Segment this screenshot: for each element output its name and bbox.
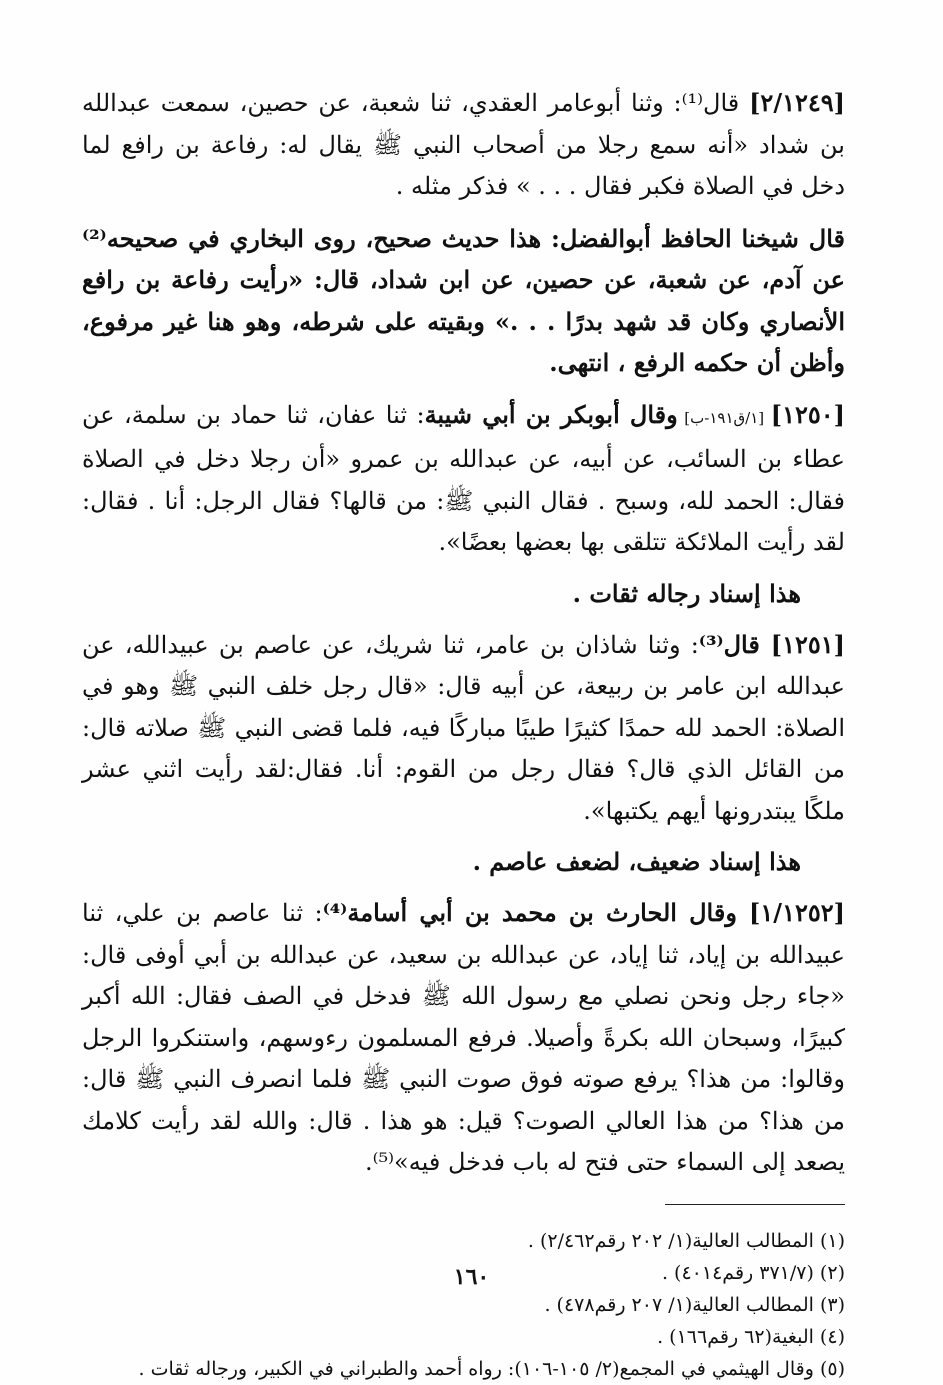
narrator-lead: وقال أبوبكر بن أبي شيبة	[424, 399, 678, 429]
footnotes	[82, 1225, 845, 1385]
hadith-text: : ثنا عاصم بن علي، ثنا عبيدالله بن إياد، ثنا إياد، عن عبدالله بن سعيد، عن عبدالله بن أبي أوفى قال: «جاء رجل ونحن نصلي مع رسول الله ﷺ فدخل في الصف فقال: الله أكبر كبيرًا، وسبحان الله بكرةً وأصيلا. فرفع المسلمون رءوسهم، واستنكروا الرجل وقالوا: من هذا؟ يرفع صوته فوق صوت النبي ﷺ فلما انصرف النبي ﷺ قال: من هذا؟ من هذا العالي الصوت؟ قيل: هو هذا . قال: والله لقد رأيت كلامك يصعد إلى السماء حتى فتح له باب فدخل فيه»⁽⁵⁾.	[82, 899, 845, 1176]
commentary-1249: قال شيخنا الحافظ أبوالفضل: هذا حديث صحيح، روى البخاري في صحيحه⁽²⁾ عن آدم، عن شعبة، عن حصين، عن ابن شداد، قال: «رأيت رفاعة بن رافع الأنصاري وكان قد شهد بدرًا . . .» وبقيته على شرطه، وهو هنا غير مرفوع، وأظن أن حكمه الرفع ، انتهى.	[82, 223, 845, 377]
hadith-text: : ثنا عفان، ثنا حماد بن سلمة، عن عطاء بن السائب، عن أبيه، عن عبدالله بن عمرو «أن رجلا دخل في الصلاة فقال: الحمد لله، وسبح . فقال النبي ﷺ: من قالها؟ فقال الرجل: أنا . فقال: لقد رأيت الملائكة تتلقى بها بعضها بعضًا».	[82, 400, 845, 556]
isnad-verdict: هذا إسناد ضعيف، لضعف عاصم .	[472, 847, 801, 876]
narrator-lead: وقال الحارث بن محمد بن أبي أسامة⁽⁴⁾	[322, 898, 750, 927]
hadith-text: : وثنا شاذان بن عامر، ثنا شريك، عن عاصم بن عبيدالله، عن عبدالله ابن عامر بن ربيعة، عن أبيه قال: «قال رجل خلف النبي ﷺ وهو في الصلاة: الحمد لله حمدًا كثيرًا طيبًا مباركًا فيه، فلما قضى النبي ﷺ صلاته قال: من القائل الذي قال؟ فقال رجل من القوم: أنا. فقال:لقد رأيت اثني عشر ملكًا يبتدرونها أيهم يكتبها».	[82, 630, 845, 825]
hadith-1249	[82, 82, 845, 208]
footnote: (٢) (٣٧١/٧ رقم٤٠١٤) .	[661, 1261, 845, 1284]
narrator-lead: قال⁽³⁾	[698, 629, 771, 659]
hadith-number: [١٢٥٠]	[770, 399, 845, 429]
footnote: (٤) البغية(٦٢ رقم١٦٦) .	[657, 1325, 845, 1348]
footnote: (٣) المطالب العالية(١/ ٢٠٧ رقم٤٧٨) .	[544, 1293, 845, 1316]
footnote-divider	[665, 1204, 845, 1205]
footnote: (٥) وقال الهيثمي في المجمع(٢/ ١٠٥-١٠٦): رواه أحمد والطبراني في الكبير، ورجاله ثقات .	[138, 1357, 845, 1380]
hadith-text: قال⁽¹⁾: وثنا أبوعامر العقدي، ثنا شعبة، عن حصين، سمعت عبدالله بن شداد «أنه سمع رجلا من أصحاب النبي ﷺ يقال له: رفاعة بن رافع لما دخل في الصلاة فكبر فقال . . . » فذكر مثله .	[82, 89, 845, 200]
hadith-1250	[82, 394, 845, 564]
footnote: (١) المطالب العالية(١/ ٢٠٢ رقم٢/٤٦٢) .	[527, 1229, 845, 1252]
hadith-number: [١/١٢٥٢]	[749, 898, 845, 927]
manuscript-reference: [١/ق١٩١-ب]	[677, 408, 771, 427]
hadith-number: [٢/١٢٤٩]	[749, 88, 845, 117]
isnad-verdict: هذا إسناد رجاله ثقات .	[572, 578, 801, 608]
hadith-1252	[82, 892, 845, 1184]
hadith-1251	[82, 624, 845, 833]
page-number: ١٦٠	[453, 1264, 490, 1290]
hadith-number: [١٢٥١]	[770, 629, 845, 659]
